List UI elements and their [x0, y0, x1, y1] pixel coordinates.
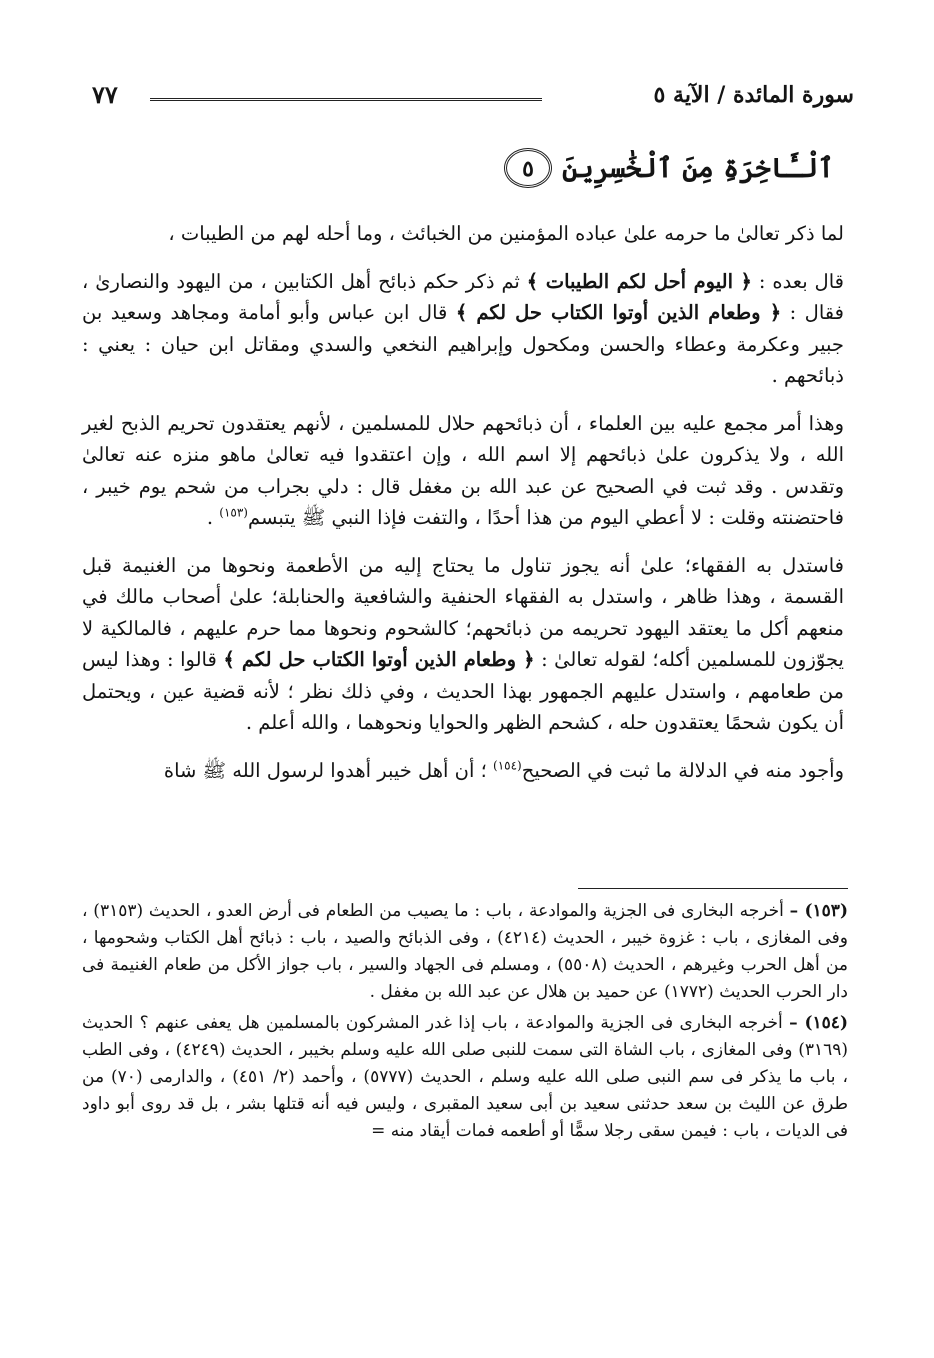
page-number: ٧٧ — [92, 80, 118, 109]
footnote-153 — [82, 898, 848, 1006]
ayah-number-mark: ٥ — [504, 148, 552, 188]
paragraph-4 — [82, 550, 844, 739]
footnote-text: أخرجه البخارى فى الجزية والموادعة ، باب إذا غدر المشركون بالمسلمين هل يعفى عنهم ؟ الحديث (٣١٦٩) وفى المغازى ، باب الشاة التى سمت للنبى صلى الله عليه وسلم بخيبر ، الحديث (٤٢٤٩) ، وفى الطب ، باب ما يذكر فى سم النبى صلى الله عليه وسلم ، الحديث (٥٧٧٧) ، وأحمد (٢/ ٤٥١) ، والدارمى (٧٠) من طرق عن الليث بن سعد حدثنى سعيد بن أبى سعيد المقبرى ، وليس فيه أنه قتلها بشر ، بل قد روى أبو داود فى الديات ، باب : فيمن سقى رجلا سمًّا أو أطعمه فمات أيقاد منه = — [82, 1013, 849, 1141]
paragraph-1 — [82, 218, 844, 250]
page-header — [92, 78, 854, 114]
footnotes — [82, 898, 848, 1149]
footnote-number: (١٥٣) – — [789, 901, 848, 921]
footnote-ref: (١٥٣) — [219, 505, 248, 520]
quran-verse — [504, 148, 834, 188]
paragraph-text: وأجود منه في الدلالة ما ثبت في الصحيح — [521, 758, 844, 782]
paragraph-text: قال ابن عباس وأبو أمامة ومجاهد وسعيد بن جبير وعكرمة وعطاء والحسن ومكحول وإبراهيم النخعي والسدي ومقاتل ابن حيان : يعني : ذبائحهم . — [82, 301, 844, 387]
header-rule — [150, 98, 542, 101]
paragraph-text: ثم ذكر حكم ذبائح أهل الكتابين ، من اليهود والنصارىٰ ، فقال : — [82, 269, 844, 324]
paragraph-text: قالوا : وهذا ليس من طعامهم ، واستدل عليهم الجمهور بهذا الحديث ، وفي ذلك نظر ؛ لأنه قضية عين ، ويحتمل أن يكون شحمًا يعتقدون حله ، كشحم الظهر والحوايا ونحوهما ، والله أعلم . — [82, 648, 844, 734]
quran-quote: ﴿ وطعام الذين أوتوا الكتاب حل لكم ﴾ — [455, 301, 782, 324]
footnote-ref: (١٥٤) — [493, 758, 522, 772]
paragraph-text: وهذا أمر مجمع عليه بين العلماء ، أن ذبائحهم حلال للمسلمين ، لأنهم يعتقدون تحريم الذبح لغير الله ، ولا يذكرون علىٰ ذبائحهم إلا اسم الله ، وإن اعتقدوا فيه تعالىٰ ماهو منزه عنه تعالىٰ وتقدس . وقد ثبت في الصحيح عن عبد الله بن مغفل قال : دلي بجراب من شحم يوم خيبر ، فاحتضنته وقلت : لا أعطي اليوم من هذا أحدًا ، والتفت فإذا النبي ﷺ يتبسم — [82, 411, 844, 529]
quran-quote: ﴿ اليوم أحل لكم الطيبات ﴾ — [526, 269, 752, 293]
paragraph-text: . — [206, 506, 220, 529]
footnote-154 — [82, 1010, 848, 1145]
paragraph-text: فاستدل به الفقهاء؛ علىٰ أنه يجوز تناول ما يحتاج إليه من الأطعمة ونحوها من الغنيمة قبل القسمة ، وهذا ظاهر ، واستدل به الفقهاء الحنفية والشافعية والحنابلة؛ علىٰ أصحاب مالك في منعهم أكل ما يعتقد اليهود تحريمه من ذبائحهم؛ كالشحوم ونحوها مما حرم عليهم ، فالمالكية لا يجوّزون للمسلمين أكله؛ لقوله تعالىٰ : — [82, 553, 844, 671]
paragraph-3 — [82, 408, 844, 534]
footnote-number: (١٥٤) – — [789, 1013, 848, 1033]
paragraph-text: قال بعده : — [751, 269, 844, 293]
quran-quote: ﴿ وطعام الذين أوتوا الكتاب حل لكم ﴾ — [223, 648, 535, 671]
verse-text: ٱلْـَٔاخِرَةِ مِنَ ٱلْخَٰسِرِينَ — [562, 152, 834, 184]
footnote-divider — [578, 888, 848, 889]
paragraph-5 — [82, 755, 844, 787]
footnote-text: أخرجه البخارى فى الجزية والموادعة ، باب : ما يصيب من الطعام فى أرض العدو ، الحديث (٣١٥٣) ، وفى المغازى ، باب : غزوة خيبر ، الحديث (٤٢١٤) ، وفى الذبائح والصيد ، باب : ذبائح أهل الكتاب وشحومها ، من أهل الحرب وغيرهم ، الحديث (٥٥٠٨) ، ومسلم فى الجهاد والسير ، باب جواز الأكل من طعام الغنيمة فى دار الحرب الحديث (١٧٧٢) عن حميد بن هلال عن عبد الله بن مغفل . — [82, 901, 848, 1002]
surah-title: سورة المائدة / الآية ٥ — [653, 82, 854, 108]
paragraph-2 — [82, 266, 844, 392]
paragraph-text: ؛ أن أهل خيبر أهدوا لرسول الله ﷺ شاة — [163, 758, 494, 782]
paragraph-text: لما ذكر تعالىٰ ما حرمه علىٰ عباده المؤمنين من الخبائث ، وما أحله لهم من الطيبات ، — [168, 222, 844, 245]
commentary-body — [82, 218, 844, 802]
